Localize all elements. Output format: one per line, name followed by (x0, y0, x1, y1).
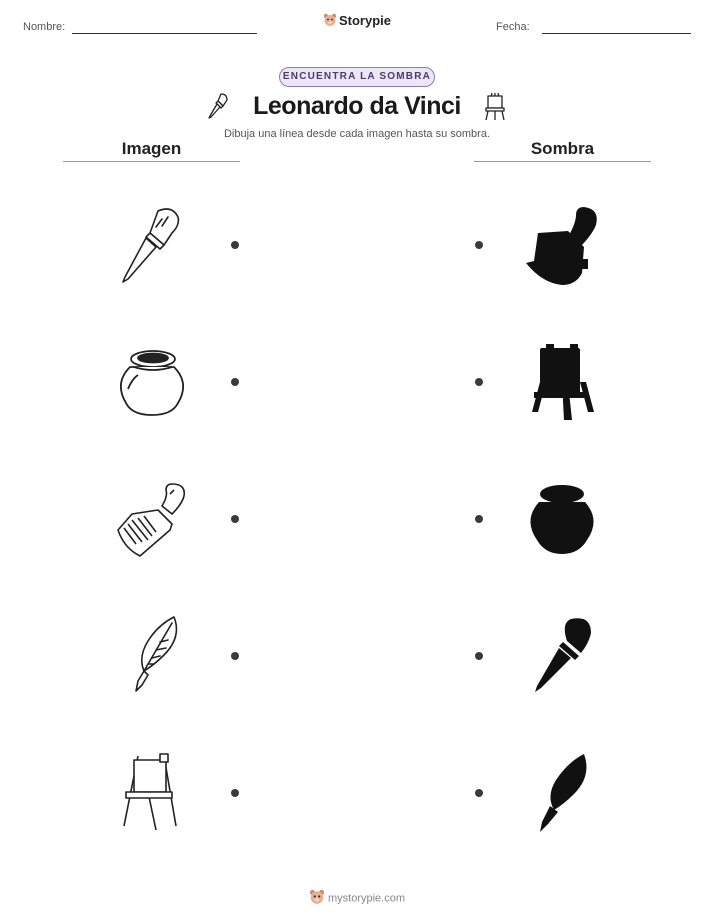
column-header-imagen: Imagen (121, 139, 182, 158)
left-dot-1[interactable] (231, 241, 239, 249)
date-line[interactable] (542, 33, 691, 34)
brush-shadow-icon (524, 205, 604, 292)
name-line[interactable] (72, 33, 257, 34)
instructions: Dibuja una línea desde cada imagen hasta su sombra. (223, 128, 490, 140)
column-underline-left (63, 161, 240, 162)
brush-icon (114, 480, 190, 565)
brand-name: Storypie (338, 13, 391, 28)
easel-icon (120, 752, 184, 837)
left-dot-2[interactable] (231, 378, 239, 386)
ink-pot-icon (118, 345, 188, 424)
easel-deco-icon (482, 90, 508, 127)
bear-footer-icon (309, 889, 325, 908)
column-header-sombra: Sombra (530, 139, 595, 158)
bear-logo-icon (323, 13, 337, 30)
dropper-icon (118, 205, 184, 290)
activity-badge: ENCUENTRA LA SOMBRA (279, 67, 435, 87)
left-dot-5[interactable] (231, 789, 239, 797)
right-dot-1[interactable] (475, 241, 483, 249)
right-dot-2[interactable] (475, 378, 483, 386)
column-underline-right (474, 161, 651, 162)
footer-url[interactable]: mystorypie.com (327, 892, 406, 905)
quill-shadow-icon (534, 752, 590, 839)
name-label: Nombre: (23, 21, 66, 33)
left-dot-3[interactable] (231, 515, 239, 523)
right-dot-4[interactable] (475, 652, 483, 660)
page-title: Leonardo da Vinci (253, 92, 461, 120)
right-dot-5[interactable] (475, 789, 483, 797)
dropper-shadow-icon (533, 616, 593, 699)
brand-logo (0, 13, 714, 30)
right-dot-3[interactable] (475, 515, 483, 523)
ink-pot-shadow-icon (529, 482, 595, 561)
footer (0, 889, 714, 908)
easel-shadow-icon (530, 342, 594, 427)
left-dot-4[interactable] (231, 652, 239, 660)
date-label: Fecha: (496, 21, 530, 33)
quill-icon (122, 614, 180, 701)
